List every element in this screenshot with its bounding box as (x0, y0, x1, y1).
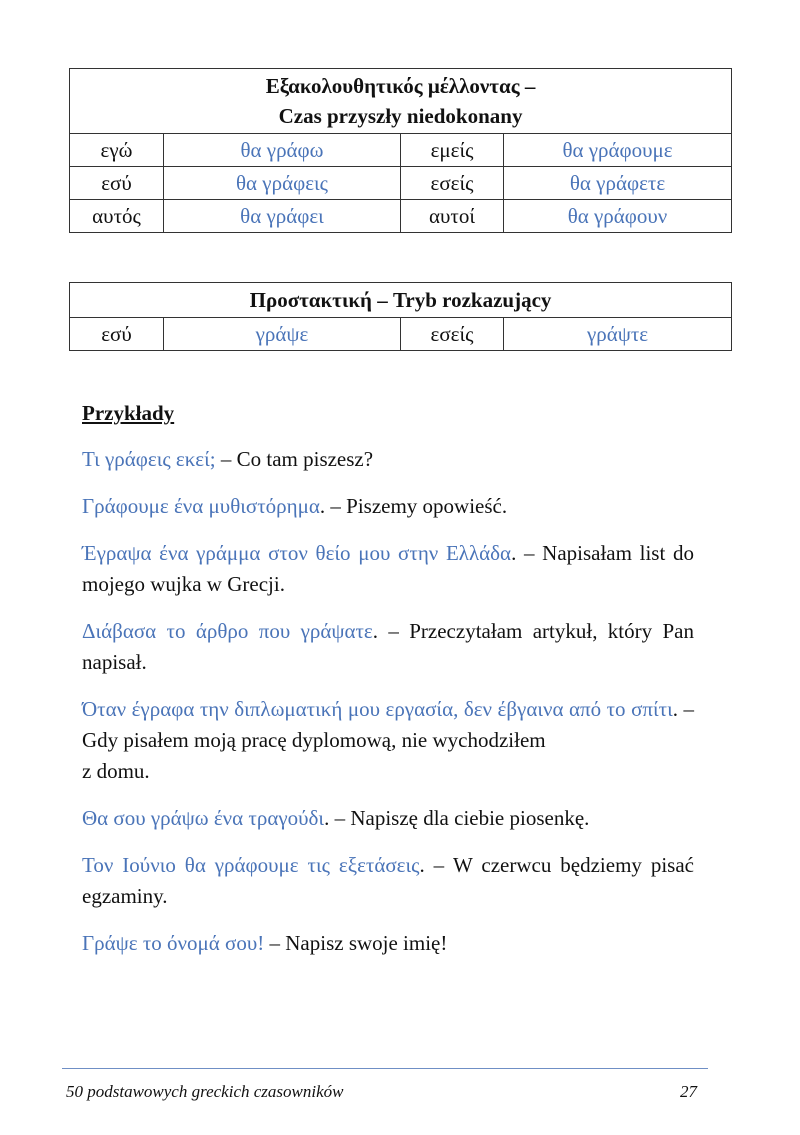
pronoun-cell: εσείς (401, 318, 504, 351)
future-table-title (70, 69, 732, 134)
example-greek: Τον Ιούνιο θα γράφουμε τις εξετάσεις (82, 853, 420, 877)
example-greek: Γράψε το όνομά σου! (82, 931, 265, 955)
table-row (70, 134, 732, 167)
imperative-table (69, 282, 732, 351)
example-greek: Διάβασα το άρθρο που γράψατε (82, 619, 373, 643)
example-polish: – Napisz swoje imię! (264, 931, 448, 955)
future-title-polish: Czas przyszły niedokonany (278, 104, 523, 128)
example-sentence (82, 850, 694, 912)
future-tense-table (69, 68, 732, 233)
example-sentence (82, 803, 694, 834)
verb-form-cell: γράψε (164, 318, 401, 351)
examples-heading: Przykłady (82, 401, 175, 425)
example-greek: Θα σου γράψω ένα τραγούδι (82, 806, 325, 830)
pronoun-cell: εγώ (70, 134, 164, 167)
example-greek: Έγραψα ένα γράμμα στον θείο μου στην Ελλάδα (82, 541, 512, 565)
verb-form-cell: θα γράφουν (504, 200, 732, 233)
pronoun-cell: εσύ (70, 318, 164, 351)
verb-form-cell: θα γράφουμε (504, 134, 732, 167)
examples-section (82, 398, 694, 975)
example-sentence (82, 928, 694, 959)
page-number: 27 (680, 1082, 697, 1101)
example-polish-continuation: z domu. (82, 759, 150, 783)
future-title-greek: Εξακολουθητικός μέλλοντας – (265, 74, 536, 98)
pronoun-cell: εμείς (401, 134, 504, 167)
example-polish: . – Napiszę dla ciebie piosenkę. (324, 806, 590, 830)
footer-divider (62, 1068, 708, 1069)
example-sentence (82, 491, 694, 522)
example-polish: . – Piszemy opowieść. (319, 494, 508, 518)
pronoun-cell: εσείς (401, 167, 504, 200)
example-sentence (82, 694, 694, 787)
verb-form-cell: θα γράφει (164, 200, 401, 233)
example-greek: Όταν έγραφα την διπλωματική μου εργασία, δεν έβγαινα από το σπίτι (82, 697, 673, 721)
example-polish: . – Gdy pisałem moją pracę dyplomową, nie wychodziłem (82, 697, 694, 752)
pronoun-cell: αυτοί (401, 200, 504, 233)
example-sentence (82, 444, 694, 475)
example-polish: . – Napisałam list do mojego wujka w Grecji. (82, 541, 694, 596)
example-polish: . – Przeczytałam artykuł, który Pan napisał. (82, 619, 694, 674)
footer-book-title: 50 podstawowych greckich czasowników (66, 1082, 344, 1101)
verb-form-cell: θα γράφω (164, 134, 401, 167)
imperative-table-title: Προστακτική – Tryb rozkazujący (70, 283, 732, 318)
example-greek: Γράφουμε ένα μυθιστόρημα (82, 494, 320, 518)
pronoun-cell: εσύ (70, 167, 164, 200)
verb-form-cell: θα γράφετε (504, 167, 732, 200)
example-sentence (82, 616, 694, 678)
verb-form-cell: θα γράφεις (164, 167, 401, 200)
example-polish: – Co tam piszesz? (215, 447, 374, 471)
example-greek: Τι γράφεις εκεί; (82, 447, 216, 471)
example-polish: . – W czerwcu będziemy pisać egzaminy. (82, 853, 694, 908)
example-sentence (82, 538, 694, 600)
table-row (70, 318, 732, 351)
verb-form-cell: γράψτε (504, 318, 732, 351)
table-row (70, 167, 732, 200)
pronoun-cell: αυτός (70, 200, 164, 233)
table-row (70, 200, 732, 233)
